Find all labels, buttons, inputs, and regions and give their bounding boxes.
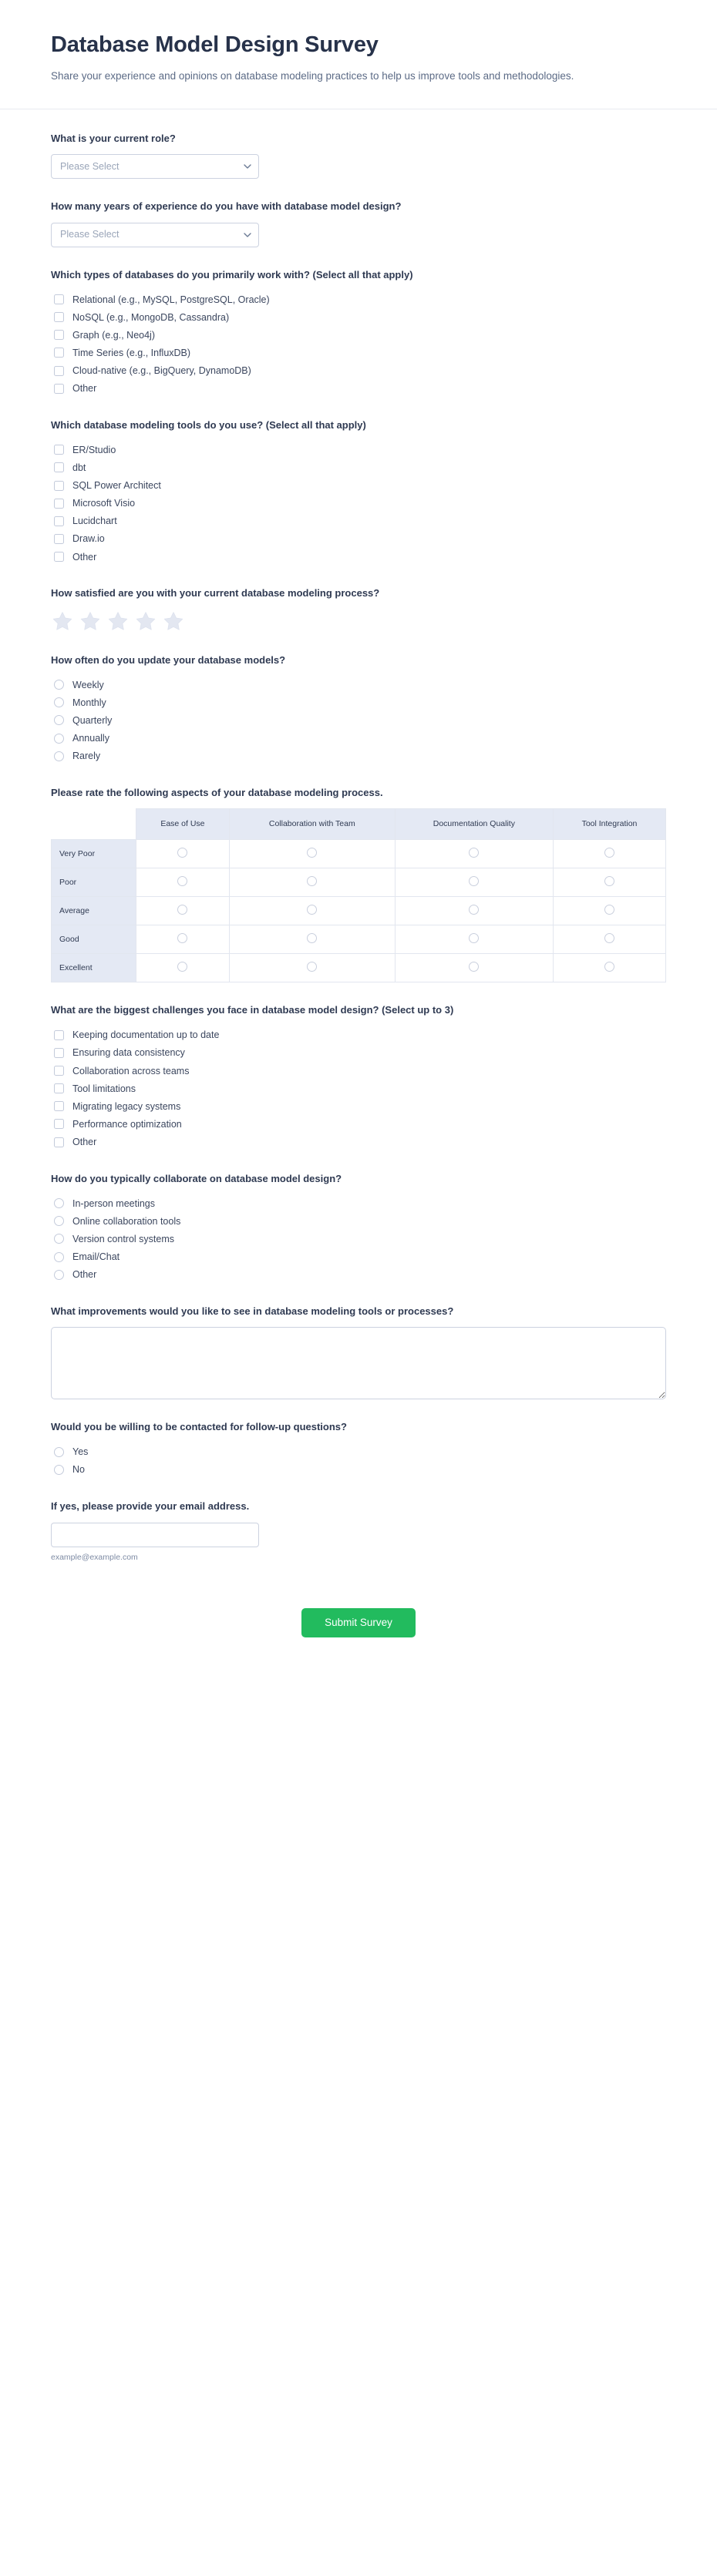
update-frequency-radio-list bbox=[51, 676, 666, 765]
radio-icon[interactable] bbox=[54, 697, 64, 707]
tool-option[interactable] bbox=[51, 458, 666, 476]
question-current-role bbox=[51, 131, 666, 180]
matrix-cell[interactable] bbox=[553, 868, 665, 897]
update-frequency-option[interactable] bbox=[51, 694, 666, 711]
question-label-satisfaction: How satisfied are you with your current database modeling process? bbox=[51, 587, 380, 599]
radio-icon[interactable] bbox=[604, 933, 614, 943]
question-label-collaboration: How do you typically collaborate on database model design? bbox=[51, 1172, 342, 1184]
role-select[interactable] bbox=[51, 154, 259, 179]
collaboration-option-label: Online collaboration tools bbox=[72, 1215, 181, 1227]
tool-option[interactable] bbox=[51, 495, 666, 512]
radio-icon[interactable] bbox=[469, 848, 479, 858]
challenge-option[interactable] bbox=[51, 1062, 666, 1080]
tool-option-label: ER/Studio bbox=[72, 444, 116, 455]
checkbox-icon[interactable] bbox=[54, 330, 64, 340]
challenges-checkbox-list bbox=[51, 1026, 666, 1151]
collaboration-option-label: In-person meetings bbox=[72, 1197, 156, 1209]
checkbox-icon[interactable] bbox=[54, 1083, 64, 1093]
matrix-cell[interactable] bbox=[229, 925, 395, 954]
radio-icon[interactable] bbox=[307, 962, 317, 972]
question-challenges bbox=[51, 1003, 666, 1150]
question-label-matrix: Please rate the following aspects of your database modeling process. bbox=[51, 786, 383, 798]
challenge-option[interactable] bbox=[51, 1026, 666, 1044]
challenge-option-label: Ensuring data consistency bbox=[72, 1047, 185, 1059]
tool-option[interactable] bbox=[51, 441, 666, 458]
db-type-option[interactable] bbox=[51, 291, 666, 308]
radio-icon[interactable] bbox=[54, 1216, 64, 1226]
radio-icon[interactable] bbox=[177, 905, 187, 915]
tool-option-label: SQL Power Architect bbox=[72, 480, 161, 492]
checkbox-icon[interactable] bbox=[54, 516, 64, 526]
checkbox-icon[interactable] bbox=[54, 445, 64, 455]
collaboration-radio-list bbox=[51, 1194, 666, 1284]
update-frequency-option[interactable] bbox=[51, 676, 666, 694]
question-label-email: If yes, please provide your email address. bbox=[51, 1500, 250, 1513]
checkbox-icon[interactable] bbox=[54, 1030, 64, 1040]
question-label-improvements: What improvements would you like to see in database modeling tools or processes? bbox=[51, 1305, 454, 1317]
matrix-cell[interactable] bbox=[229, 954, 395, 982]
checkbox-icon[interactable] bbox=[54, 499, 64, 509]
star-rating[interactable] bbox=[51, 610, 666, 633]
collaboration-option[interactable] bbox=[51, 1230, 666, 1248]
update-frequency-option-label: Annually bbox=[72, 733, 109, 744]
radio-icon[interactable] bbox=[54, 734, 64, 744]
question-label-challenges: What are the biggest challenges you face in database model design? (Select up to 3) bbox=[51, 1004, 454, 1016]
matrix-row-header: Very Poor bbox=[52, 840, 136, 868]
db-type-option-label: Other bbox=[72, 383, 97, 395]
checkbox-icon[interactable] bbox=[54, 1066, 64, 1076]
collaboration-option[interactable] bbox=[51, 1248, 666, 1266]
update-frequency-option[interactable] bbox=[51, 747, 666, 765]
update-frequency-option-label: Weekly bbox=[72, 679, 104, 690]
challenge-option[interactable] bbox=[51, 1044, 666, 1062]
radio-icon[interactable] bbox=[307, 876, 317, 886]
matrix-row bbox=[52, 954, 666, 982]
challenge-option-label: Other bbox=[72, 1137, 97, 1148]
db-types-checkbox-list bbox=[51, 291, 666, 398]
challenge-option[interactable] bbox=[51, 1097, 666, 1115]
experience-select[interactable] bbox=[51, 223, 259, 247]
matrix-cell[interactable] bbox=[136, 840, 230, 868]
matrix-row bbox=[52, 868, 666, 897]
radio-icon[interactable] bbox=[177, 876, 187, 886]
checkbox-icon[interactable] bbox=[54, 552, 64, 562]
checkbox-icon[interactable] bbox=[54, 1119, 64, 1129]
update-frequency-option-label: Rarely bbox=[72, 751, 101, 762]
matrix-body bbox=[52, 840, 666, 982]
question-satisfaction bbox=[51, 586, 666, 633]
radio-icon[interactable] bbox=[604, 962, 614, 972]
matrix-cell[interactable] bbox=[395, 925, 553, 954]
radio-icon[interactable] bbox=[604, 905, 614, 915]
matrix-cell[interactable] bbox=[395, 840, 553, 868]
update-frequency-option[interactable] bbox=[51, 711, 666, 729]
matrix-row bbox=[52, 925, 666, 954]
matrix-column-header: Documentation Quality bbox=[395, 809, 553, 840]
contact-option[interactable] bbox=[51, 1443, 666, 1461]
radio-icon[interactable] bbox=[54, 1198, 64, 1208]
db-type-option-label: Cloud-native (e.g., BigQuery, DynamoDB) bbox=[72, 365, 251, 377]
challenge-option[interactable] bbox=[51, 1080, 666, 1097]
db-type-option-label: Time Series (e.g., InfluxDB) bbox=[72, 347, 191, 358]
star-icon[interactable] bbox=[163, 611, 183, 631]
checkbox-icon[interactable] bbox=[54, 1048, 64, 1058]
matrix-header-row bbox=[52, 809, 666, 840]
contact-radio-list bbox=[51, 1443, 666, 1479]
challenge-option-label: Tool limitations bbox=[72, 1083, 136, 1094]
challenge-option[interactable] bbox=[51, 1134, 666, 1151]
update-frequency-option-label: Quarterly bbox=[72, 714, 113, 726]
collaboration-option-label: Other bbox=[72, 1269, 97, 1281]
radio-icon[interactable] bbox=[54, 1234, 64, 1244]
matrix-cell[interactable] bbox=[553, 897, 665, 925]
radio-icon[interactable] bbox=[469, 962, 479, 972]
matrix-cell[interactable] bbox=[136, 954, 230, 982]
checkbox-icon[interactable] bbox=[54, 534, 64, 544]
star-icon[interactable] bbox=[52, 611, 72, 631]
collaboration-option[interactable] bbox=[51, 1194, 666, 1212]
challenge-option-label: Collaboration across teams bbox=[72, 1065, 190, 1076]
rating-matrix-table bbox=[51, 808, 666, 982]
matrix-row-header: Average bbox=[52, 897, 136, 925]
question-years-experience bbox=[51, 199, 666, 247]
role-select-wrapper bbox=[51, 154, 259, 179]
contact-option-label: No bbox=[72, 1464, 85, 1476]
matrix-cell[interactable] bbox=[395, 897, 553, 925]
challenge-option-label: Performance optimization bbox=[72, 1118, 182, 1130]
matrix-cell[interactable] bbox=[136, 897, 230, 925]
matrix-row-header: Good bbox=[52, 925, 136, 954]
matrix-cell[interactable] bbox=[553, 954, 665, 982]
matrix-cell[interactable] bbox=[136, 925, 230, 954]
matrix-column-header: Tool Integration bbox=[553, 809, 665, 840]
email-field[interactable] bbox=[51, 1523, 259, 1547]
db-type-option[interactable] bbox=[51, 344, 666, 361]
tool-option-label: Draw.io bbox=[72, 533, 105, 545]
matrix-column-header: Collaboration with Team bbox=[229, 809, 395, 840]
radio-icon[interactable] bbox=[177, 962, 187, 972]
radio-icon[interactable] bbox=[177, 933, 187, 943]
challenge-option-label: Migrating legacy systems bbox=[72, 1100, 181, 1112]
radio-icon[interactable] bbox=[604, 848, 614, 858]
challenge-option-label: Keeping documentation up to date bbox=[72, 1029, 220, 1041]
page-subtitle: Share your experience and opinions on database modeling practices to help us improve tools and methodologies. bbox=[51, 70, 574, 82]
matrix-cell[interactable] bbox=[553, 840, 665, 868]
tool-option-label: Microsoft Visio bbox=[72, 498, 136, 509]
checkbox-icon[interactable] bbox=[54, 384, 64, 394]
star-icon[interactable] bbox=[108, 611, 128, 631]
tool-option[interactable] bbox=[51, 512, 666, 530]
experience-select-wrapper bbox=[51, 223, 259, 247]
db-type-option[interactable] bbox=[51, 326, 666, 344]
radio-icon[interactable] bbox=[54, 715, 64, 725]
matrix-row bbox=[52, 840, 666, 868]
update-frequency-option-label: Monthly bbox=[72, 697, 106, 708]
question-label-tools: Which database modeling tools do you use? (Select all that apply) bbox=[51, 418, 366, 431]
checkbox-icon[interactable] bbox=[54, 1137, 64, 1147]
tool-option-label: Lucidchart bbox=[72, 516, 117, 527]
tool-option-label: Other bbox=[72, 551, 97, 563]
radio-icon[interactable] bbox=[469, 876, 479, 886]
db-type-option-label: Graph (e.g., Neo4j) bbox=[72, 329, 155, 341]
matrix-row-header: Excellent bbox=[52, 954, 136, 982]
submit-survey-button[interactable]: Submit Survey bbox=[301, 1608, 416, 1637]
question-label-contact: Would you be willing to be contacted for follow-up questions? bbox=[51, 1421, 347, 1433]
matrix-cell[interactable] bbox=[395, 868, 553, 897]
question-label-role: What is your current role? bbox=[51, 132, 176, 144]
survey-form bbox=[0, 109, 717, 1670]
radio-icon[interactable] bbox=[54, 1270, 64, 1280]
checkbox-icon[interactable] bbox=[54, 348, 64, 358]
matrix-column-header: Ease of Use bbox=[136, 809, 230, 840]
radio-icon[interactable] bbox=[469, 933, 479, 943]
radio-icon[interactable] bbox=[307, 933, 317, 943]
radio-icon[interactable] bbox=[469, 905, 479, 915]
question-modeling-tools bbox=[51, 418, 666, 566]
db-type-option[interactable] bbox=[51, 380, 666, 398]
question-rating-matrix bbox=[51, 785, 666, 983]
matrix-cell[interactable] bbox=[395, 954, 553, 982]
radio-icon[interactable] bbox=[54, 751, 64, 761]
radio-icon[interactable] bbox=[54, 1252, 64, 1262]
matrix-wrapper bbox=[51, 808, 666, 982]
question-email-address bbox=[51, 1499, 666, 1562]
question-label-db-types: Which types of databases do you primarily work with? (Select all that apply) bbox=[51, 268, 413, 280]
radio-icon[interactable] bbox=[307, 848, 317, 858]
email-hint: example@example.com bbox=[51, 1552, 138, 1562]
radio-icon[interactable] bbox=[177, 848, 187, 858]
db-type-option[interactable] bbox=[51, 362, 666, 380]
matrix-row bbox=[52, 897, 666, 925]
checkbox-icon[interactable] bbox=[54, 1101, 64, 1111]
question-label-experience: How many years of experience do you have with database model design? bbox=[51, 200, 402, 213]
tool-option[interactable] bbox=[51, 477, 666, 495]
matrix-cell[interactable] bbox=[229, 840, 395, 868]
collaboration-option-label: Email/Chat bbox=[72, 1251, 120, 1263]
question-label-update-frequency: How often do you update your database models? bbox=[51, 653, 286, 666]
tool-option-label: dbt bbox=[72, 462, 86, 473]
question-update-frequency bbox=[51, 653, 666, 765]
challenge-option[interactable] bbox=[51, 1115, 666, 1133]
radio-icon[interactable] bbox=[54, 1465, 64, 1475]
matrix-cell[interactable] bbox=[229, 868, 395, 897]
matrix-head bbox=[52, 809, 666, 840]
tools-checkbox-list bbox=[51, 441, 666, 566]
checkbox-icon[interactable] bbox=[54, 481, 64, 491]
matrix-cell[interactable] bbox=[553, 925, 665, 954]
contact-option[interactable] bbox=[51, 1461, 666, 1479]
radio-icon[interactable] bbox=[54, 1447, 64, 1457]
db-type-option[interactable] bbox=[51, 308, 666, 326]
question-improvements bbox=[51, 1304, 666, 1400]
radio-icon[interactable] bbox=[604, 876, 614, 886]
contact-option-label: Yes bbox=[72, 1446, 89, 1458]
radio-icon[interactable] bbox=[307, 905, 317, 915]
question-database-types bbox=[51, 267, 666, 398]
checkbox-icon[interactable] bbox=[54, 366, 64, 376]
collaboration-option[interactable] bbox=[51, 1212, 666, 1230]
db-type-option-label: Relational (e.g., MySQL, PostgreSQL, Oracle) bbox=[72, 294, 270, 305]
matrix-corner-cell bbox=[52, 809, 136, 840]
radio-icon[interactable] bbox=[54, 680, 64, 690]
collaboration-option-label: Version control systems bbox=[72, 1233, 174, 1244]
survey-header bbox=[0, 0, 717, 109]
update-frequency-option[interactable] bbox=[51, 730, 666, 747]
tool-option[interactable] bbox=[51, 548, 666, 566]
matrix-cell[interactable] bbox=[229, 897, 395, 925]
star-icon[interactable] bbox=[80, 611, 100, 631]
question-contact-consent bbox=[51, 1419, 666, 1479]
db-type-option-label: NoSQL (e.g., MongoDB, Cassandra) bbox=[72, 311, 230, 323]
question-collaboration bbox=[51, 1171, 666, 1284]
checkbox-icon[interactable] bbox=[54, 294, 64, 304]
improvements-textarea[interactable] bbox=[51, 1327, 666, 1399]
checkbox-icon[interactable] bbox=[54, 462, 64, 472]
matrix-cell[interactable] bbox=[136, 868, 230, 897]
collaboration-option[interactable] bbox=[51, 1266, 666, 1284]
checkbox-icon[interactable] bbox=[54, 312, 64, 322]
tool-option[interactable] bbox=[51, 530, 666, 548]
matrix-row-header: Poor bbox=[52, 868, 136, 897]
star-icon[interactable] bbox=[136, 611, 156, 631]
submit-area bbox=[51, 1582, 666, 1670]
page-title: Database Model Design Survey bbox=[51, 32, 379, 57]
